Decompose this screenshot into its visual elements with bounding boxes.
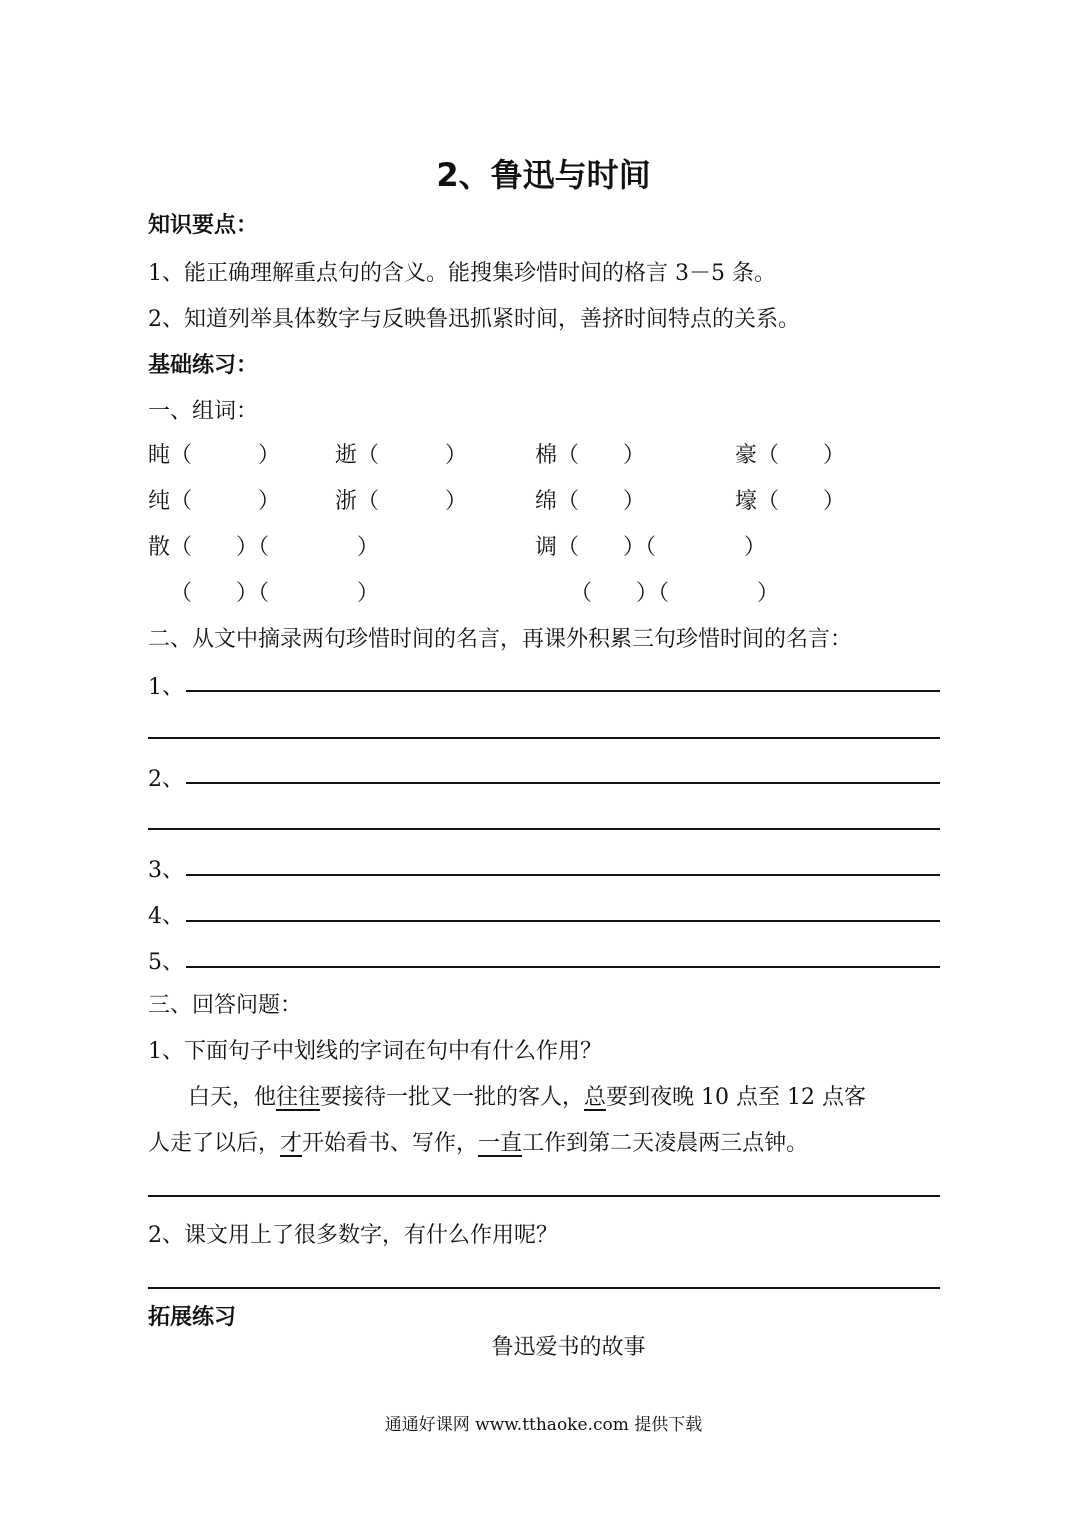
q3-sub2: 2、课文用上了很多数字，有什么作用呢？ — [148, 1223, 558, 1248]
answer-line[interactable] — [148, 828, 940, 830]
footer-text: 通通好课网 www.tthaoke.com 提供下载 — [384, 1415, 703, 1435]
word-item: （ ）（ ） — [170, 581, 380, 606]
passage-line-1: 白天，他往往要接待一批又一批的客人，总要到夜晚 10 点至 12 点客 — [188, 1085, 867, 1110]
word-item: 散（ ）（ ） — [148, 535, 380, 560]
knowledge-point-2: 2、知道列举具体数字与反映鲁迅抓紧时间，善挤时间特点的关系。 — [148, 307, 800, 332]
answer-number: 2、 — [148, 767, 184, 792]
basic-heading: 基础练习： — [148, 353, 259, 378]
answer-line[interactable] — [186, 690, 940, 692]
answer-line[interactable] — [186, 966, 940, 968]
answer-number: 4、 — [148, 904, 184, 929]
underlined-word: 一直 — [478, 1131, 523, 1156]
q2-label: 二、从文中摘录两句珍惜时间的名言，再课外积累三句珍惜时间的名言： — [148, 627, 853, 652]
answer-line[interactable] — [186, 782, 940, 784]
underlined-word: 才 — [280, 1131, 303, 1156]
word-item: 调（ ）（ ） — [535, 535, 767, 560]
word-item: （ ）（ ） — [570, 581, 780, 606]
story-title: 鲁迅爱书的故事 — [491, 1335, 646, 1360]
answer-number: 1、 — [148, 675, 184, 700]
word-item: 棉（ ） — [535, 443, 646, 468]
knowledge-heading: 知识要点： — [148, 213, 259, 238]
answer-line[interactable] — [148, 1287, 940, 1289]
underlined-word: 总 — [584, 1085, 607, 1110]
answer-line[interactable] — [148, 1195, 940, 1197]
q3-sub1: 1、下面句子中划线的字词在句中有什么作用？ — [148, 1039, 602, 1064]
word-item: 逝（ ） — [335, 443, 468, 468]
page-title: 2、鲁迅与时间 — [436, 156, 651, 194]
word-item: 绵（ ） — [535, 489, 646, 514]
answer-line[interactable] — [148, 737, 940, 739]
knowledge-point-1: 1、能正确理解重点句的含义。能搜集珍惜时间的格言 3－5 条。 — [148, 261, 776, 286]
word-item: 纯（ ） — [148, 489, 281, 514]
word-item: 壕（ ） — [735, 489, 846, 514]
answer-line[interactable] — [186, 874, 940, 876]
q1-label: 一、组词： — [148, 399, 259, 424]
word-item: 盹（ ） — [148, 443, 281, 468]
word-item: 浙（ ） — [335, 489, 468, 514]
q3-label: 三、回答问题： — [148, 993, 303, 1018]
word-item: 豪（ ） — [735, 443, 846, 468]
answer-number: 3、 — [148, 858, 184, 883]
passage-line-2: 人走了以后，才开始看书、写作，一直工作到第二天凌晨两三点钟。 — [148, 1131, 809, 1156]
underlined-word: 往往 — [276, 1085, 321, 1110]
answer-number: 5、 — [148, 950, 184, 975]
answer-line[interactable] — [186, 920, 940, 922]
extension-heading: 拓展练习 — [148, 1305, 237, 1330]
